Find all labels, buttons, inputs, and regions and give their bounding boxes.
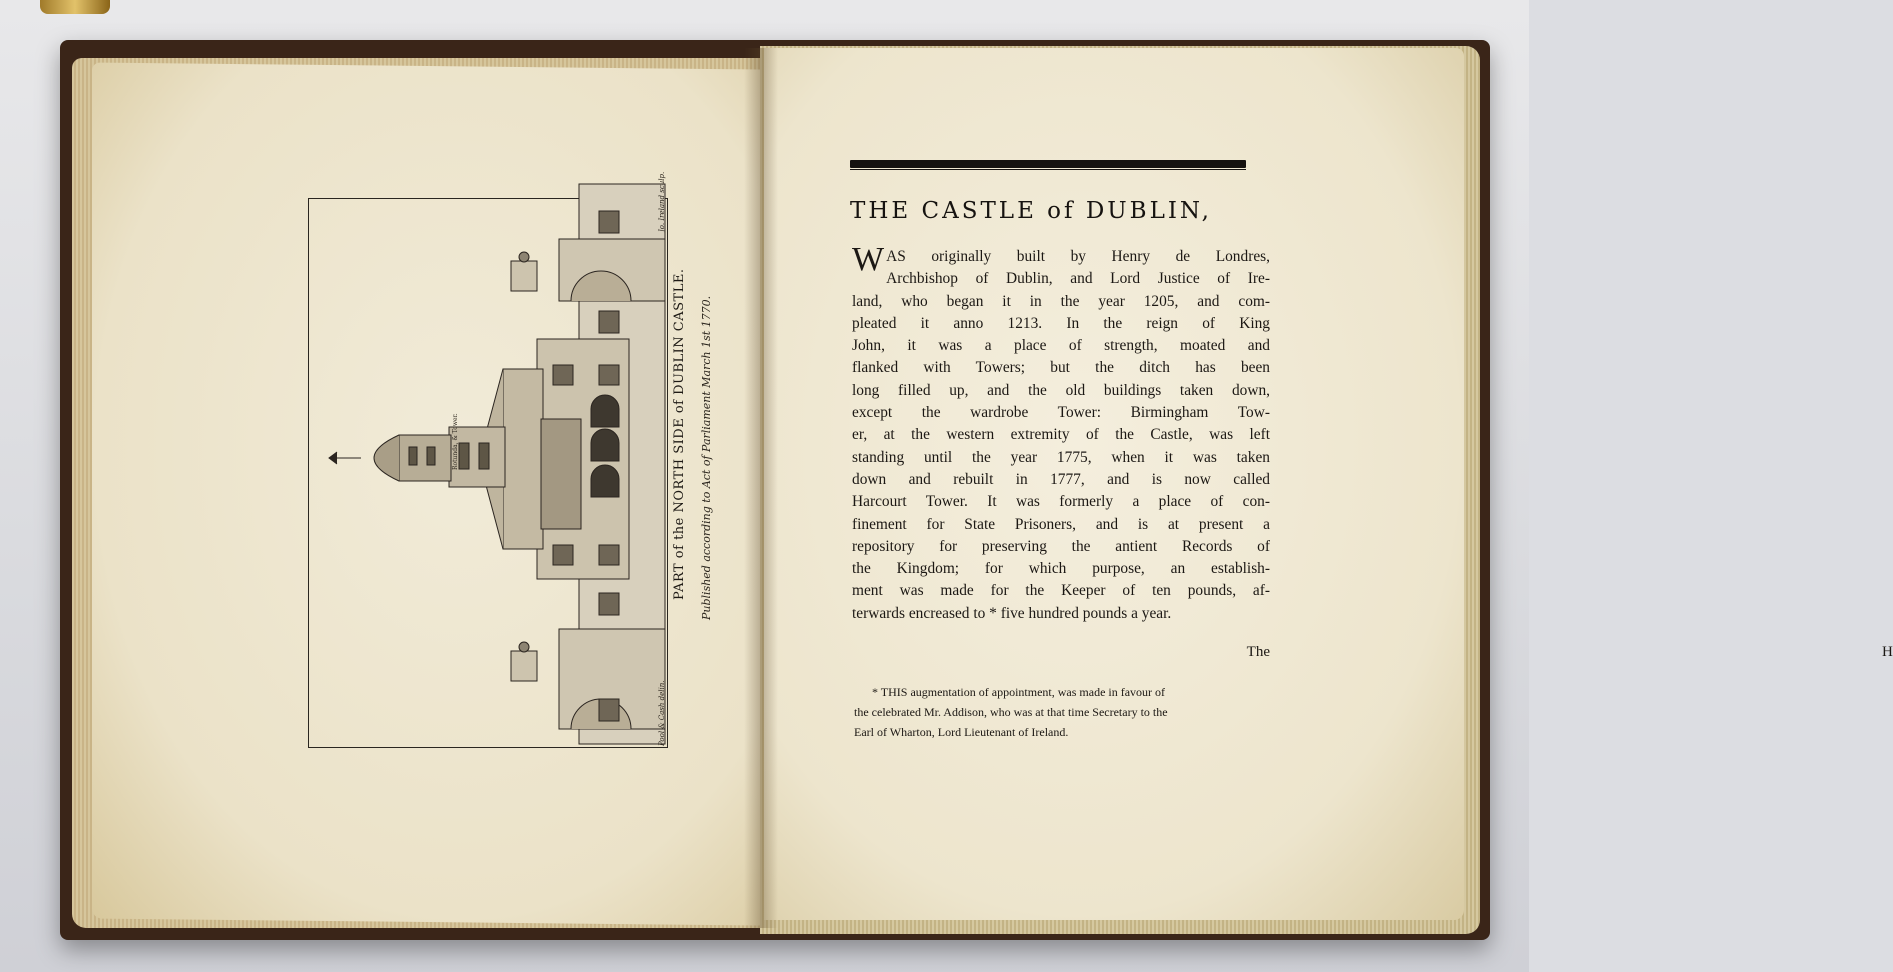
text-line: John, it was a place of strength, moated and <box>852 337 1270 355</box>
text-line: ment was made for the Keeper of ten pounds, af- <box>852 582 1270 600</box>
text-line: finement for State Prisoners, and is at present a <box>852 515 1270 533</box>
plate-draughtsman-credit: Pool & Cash delin. <box>658 680 666 746</box>
text-line: Harcourt Tower. It was formerly a place of con- <box>852 493 1270 511</box>
footnote-line: Earl of Wharton, Lord Lieutenant of Ireland. <box>854 725 1069 739</box>
signature-mark: H <box>1882 644 1893 660</box>
text-line: Archbishop of Dublin, and Lord Justice of Ire- <box>886 270 1270 288</box>
footnote-line: * THIS augmentation of appointment, was made in favour of <box>872 685 1166 699</box>
body-text <box>852 241 1270 625</box>
rotunda-caption: Rotunda, & Tower. <box>452 413 459 470</box>
text-line: the Kingdom; for which purpose, an establish- <box>852 560 1270 578</box>
brass-object <box>40 0 110 14</box>
plate-publication-line: Published according to Act of Parliament March 1st 1770. <box>700 295 713 620</box>
text-line: down and rebuilt in 1777, and is now called <box>852 470 1270 488</box>
castle-engraving <box>309 199 667 747</box>
heading-rule <box>850 160 1246 168</box>
plate-engraver-credit: Jo. Ireland sculp. <box>658 171 666 232</box>
text-line: pleated it anno 1213. In the reign of King <box>852 314 1270 332</box>
text-line: except the wardrobe Tower: Birmingham Tow- <box>852 404 1270 422</box>
text-line: land, who began it in the year 1205, and com- <box>852 292 1270 310</box>
text-line: flanked with Towers; but the ditch has been <box>852 359 1270 377</box>
text-line: er, at the western extremity of the Castle, was left <box>852 426 1270 444</box>
plate-title: PART of the NORTH SIDE of DUBLIN CASTLE. <box>672 268 687 600</box>
engraving-plate <box>308 198 668 748</box>
footnote-line: the celebrated Mr. Addison, who was at that time Secretary to the <box>854 705 1168 719</box>
catchword: The <box>1246 644 1270 660</box>
drop-cap: W <box>852 241 885 278</box>
text-line: terwards encreased to * five hundred pounds a year. <box>852 604 1172 622</box>
text-line: standing until the year 1775, when it was taken <box>852 448 1270 466</box>
text-line: AS originally built by Henry de Londres, <box>886 248 1270 265</box>
book-gutter <box>744 48 778 928</box>
text-line: repository for preserving the antient Records of <box>852 537 1270 555</box>
text-line: long filled up, and the old buildings taken down, <box>852 381 1270 399</box>
page-heading: THE CASTLE of DUBLIN, <box>850 198 1212 224</box>
footnote <box>854 682 1274 742</box>
